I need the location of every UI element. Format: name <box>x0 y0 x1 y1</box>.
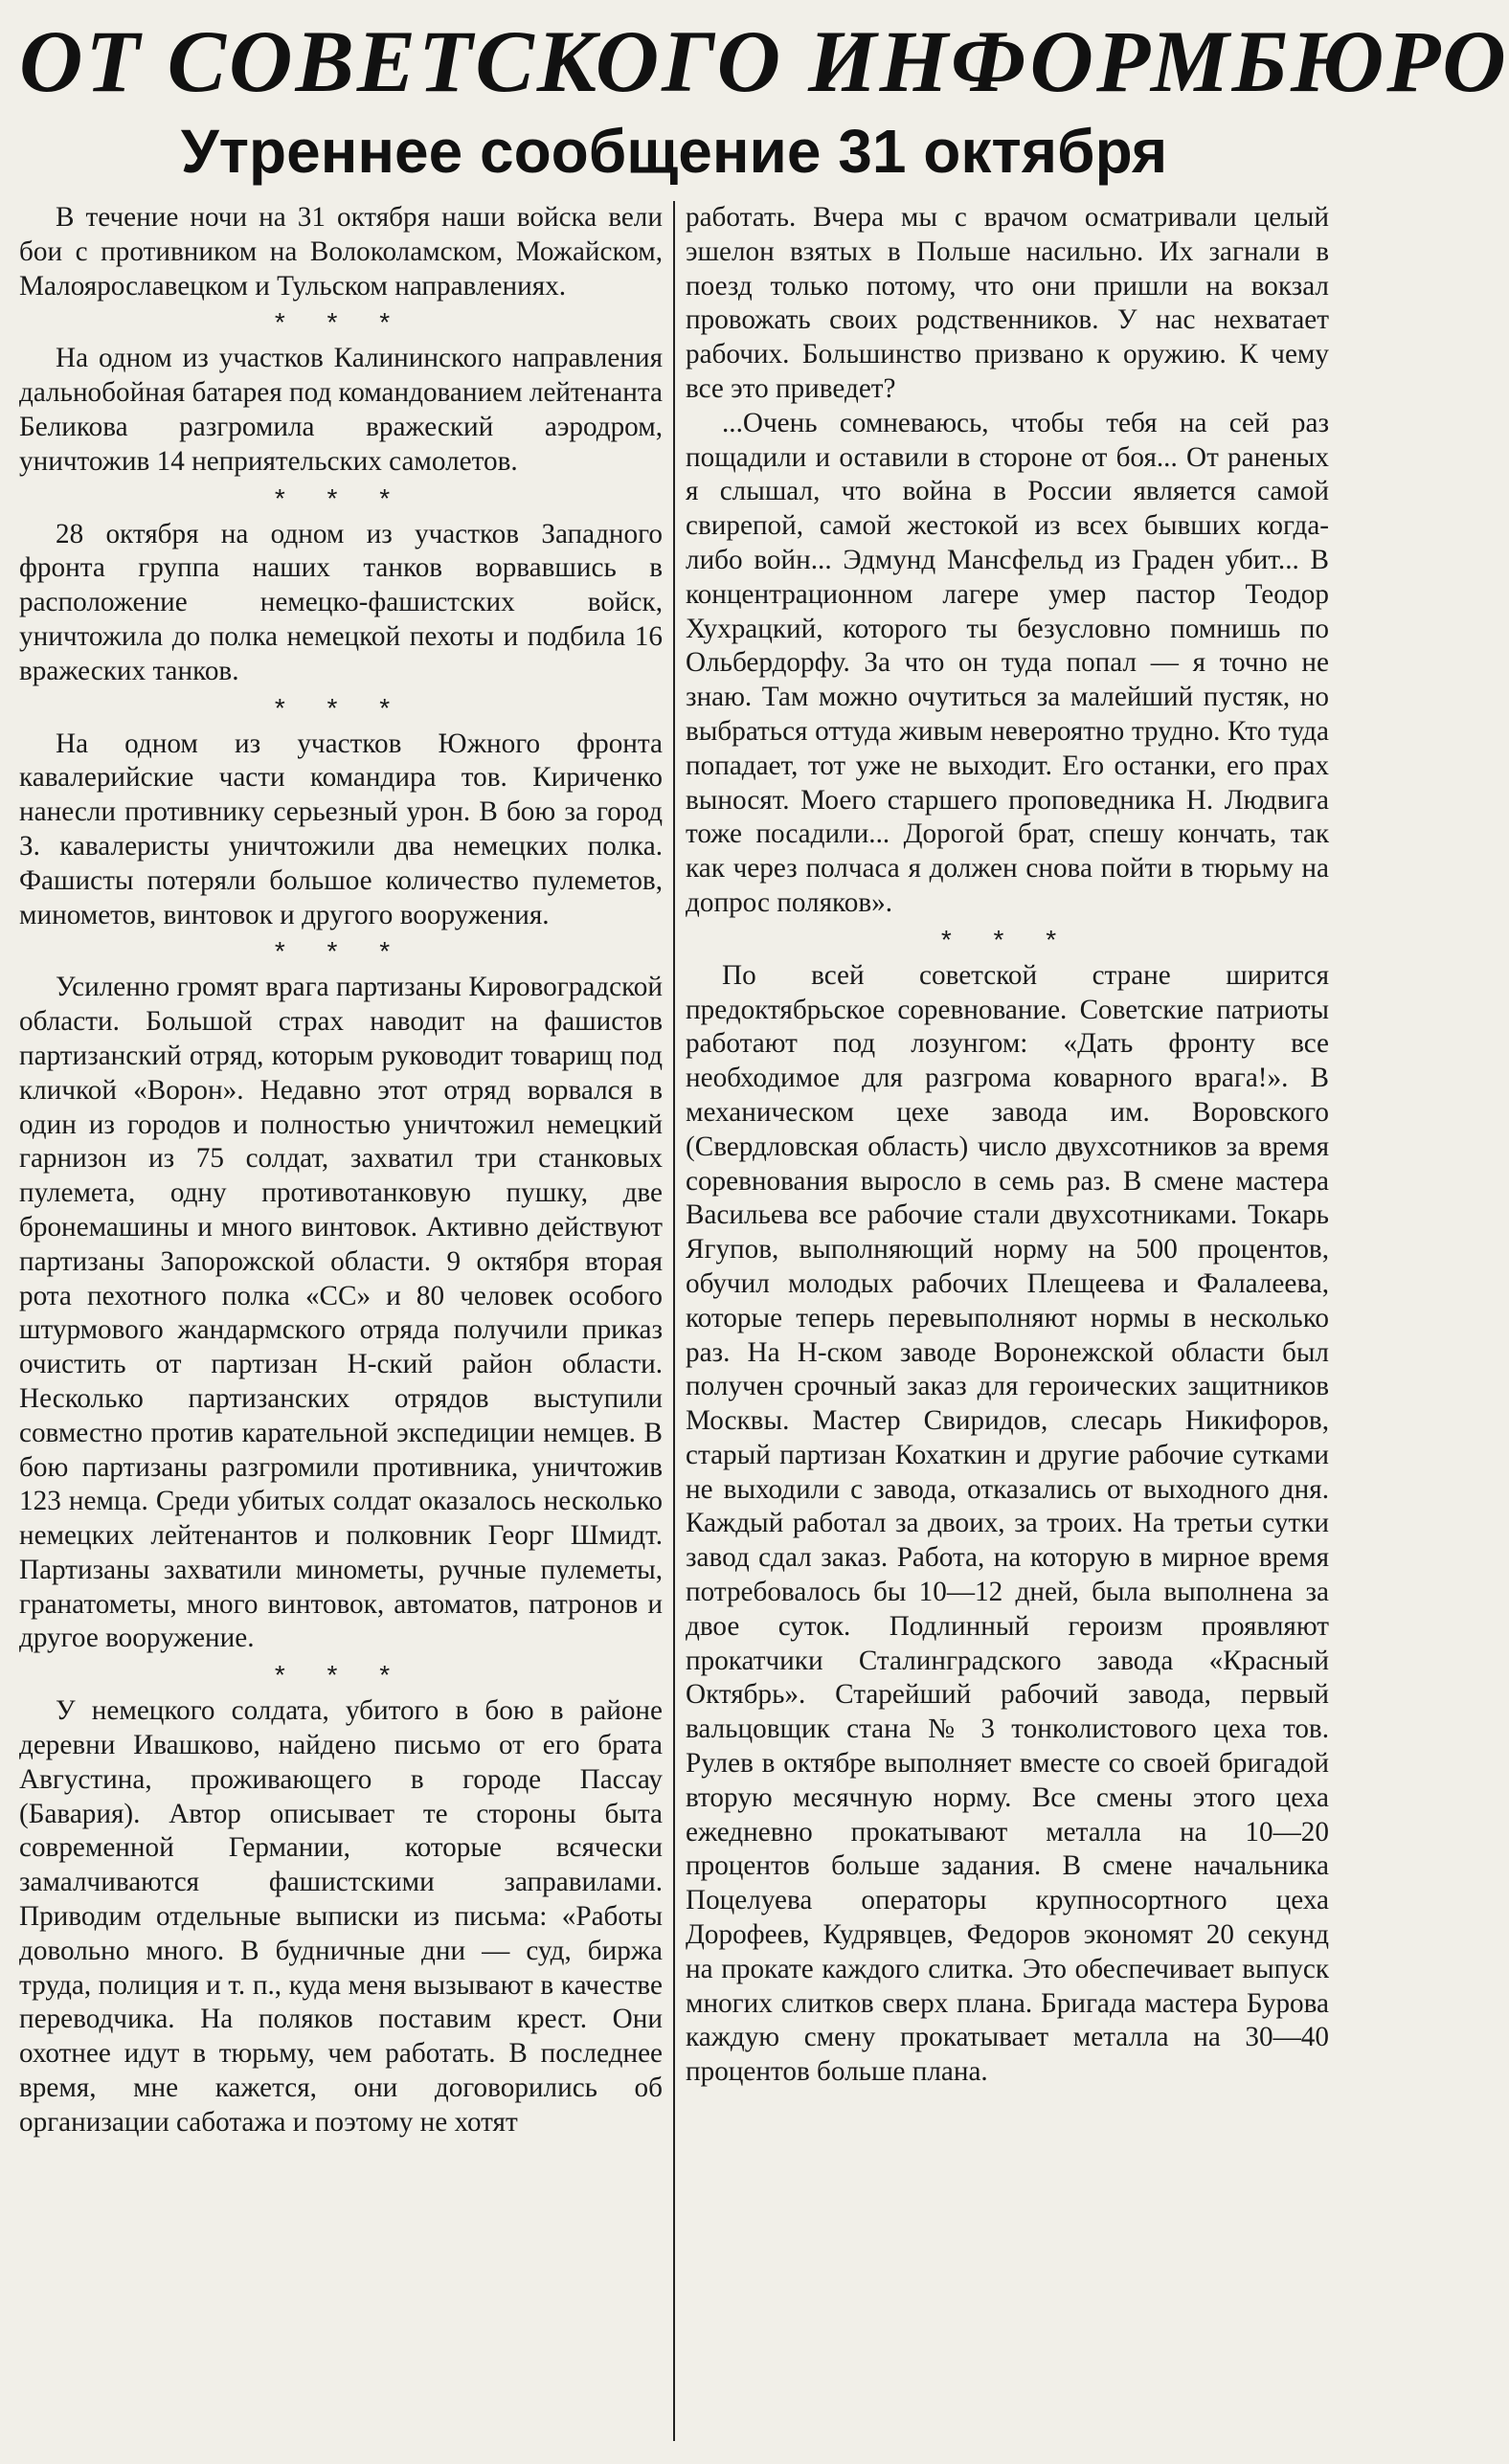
separator-stars: * * * <box>940 924 1074 954</box>
separator-stars: * * * <box>274 936 408 967</box>
separator-stars: * * * <box>274 307 408 338</box>
paragraph-partisans: Усиленно громят врага партизаны Кировоградской области. Большой страх наводит на фашистов партизанский отряд, которым руководит товарищ под кличкой «Ворон». Недавно этот отряд ворвался в один из городов и полностью уничтожил немецкий гарнизон из 75 солдат, захватил три станковых пулемета, одну противотанковую пушку, две бронемашины и много винтовок. Активно действуют партизаны Запорожской области. 9 октября вторая рота пехотного полка «СС» и 80 человек особого штурмового жандармского отряда получили приказ очистить от партизан Н-ский район области. Несколько партизанских отрядов выступили совместно против карательной экспедиции немцев. В бою партизаны разгромили противника, уничтожив 123 немца. Среди убитых солдат оказалось несколько немецких лейтенантов и полковник Георг Шмидт. Партизаны захватили минометы, ручные пулеметы, гранатометы, много винтовок, автоматов, патронов и другое вооружение. <box>19 972 663 1654</box>
separator-stars: * * * <box>274 692 408 723</box>
paragraph-competition: По всей советской стране ширится предоктябрьское соревнование. Советские патриоты работают под лозунгом: «Дать фронту все необходимое для разгрома коварного врага!». В механическом цехе завода им. Воровского (Свердловская область) число двухсотников за время соревнования выросло в семь раз. В смене мастера Васильева все рабочие стали двухсотниками. Токарь Ягупов, выполняющий норму на 500 процентов, обучил молодых рабочих Плещеева и Фалалеева, которые теперь перевыполняют нормы в несколько раз. На Н-ском заводе Воронежской области был получен срочный заказ для героических защитников Москвы. Мастер Свиридов, слесарь Никифоров, старый партизан Кохаткин и другие рабочие сутками не выходили с завода, отказались от выходного дня. Каждый работал за двоих, за троих. На третьи сутки завод сдал заказ. Работа, на которую в мирное время потребовалось бы 10—12 дней, была выполнена за двое суток. Подлинный героизм проявляют прокатчики Сталинградского завода «Красный Октябрь». Старейший рабочий завода, первый вальцовщик стана № 3 тонколистового цеха тов. Рулев в октябре выполняет вместе со своей бригадой вторую месячную норму. Все смены этого цеха ежедневно прокатывают металла на 10—20 процентов больше задания. В смене начальника Поцелуева операторы крупносортного цеха Дорофеев, Кудрявцев, Федоров экономят 20 секунд на прокате каждого слитка. Это обеспечивает выпуск многих слитков сверх плана. Бригада мастера Бурова каждую смену прокатывает металла на 30—40 процентов больше плана. <box>686 959 1329 2088</box>
paragraph-night-fighting: В течение ночи на 31 октября наши войска вели бои с противником на Волоколамском, Можайском, Малоярославецком и Тульском направлениях. <box>19 202 663 302</box>
paragraph-kalinin-battery: На одном из участков Калининского направления дальнобойная батарея под командованием лейтенанта Беликова разгромила вражеский аэродром, уничтожив 14 неприятельских самолетов. <box>19 343 663 477</box>
column-divider <box>673 201 675 2441</box>
report-subtitle: Утреннее сообщение 31 октября <box>180 117 1168 186</box>
separator-stars: * * * <box>274 482 408 513</box>
right-column <box>686 201 1329 2441</box>
paragraph-western-front-tanks: 28 октября на одном из участков Западного фронта группа наших танков ворвавшись в расположение немецко-фашистских войск, уничтожила до полка немецкой пехоты и подбила 16 вражеских танков. <box>19 518 663 686</box>
separator-stars: * * * <box>274 1660 408 1691</box>
left-column <box>19 201 663 2441</box>
paragraph-letter-excerpt: ...Очень сомневаюсь, чтобы тебя на сей раз пощадили и оставили в стороне от боя... От раненых я слышал, что война в России является самой свирепой, самой жестокой из всех бывших когда-либо войн... Эдмунд Мансфельд из Граден убит... В концентрационном лагере умер пастор Теодор Хухрацкий, которого ты безусловно помнишь по Ольбердорфу. За что он туда попал — я точно не знаю. Там можно очутиться за малейший пустяк, но выбраться оттуда живым невероятно трудно. Кто туда попадает, тот уже не выходит. Его останки, его прах выносят. Моего старшего проповедника Н. Людвига тоже посадили... Дорогой брат, спешу кончать, так как через полчаса я должен снова пойти в тюрьму на допрос поляков». <box>686 407 1329 918</box>
paragraph-letter-continued: работать. Вчера мы с врачом осматривали целый эшелон взятых в Польше насильно. Их загнали в поезд только потому, что они пришли на вокзал провожать своих родственников. У нас нехватает рабочих. Большинство призвано к оружию. К чему все это приведет? <box>686 202 1329 404</box>
paragraph-german-letter: У немецкого солдата, убитого в бою в районе деревни Ивашково, найдено письмо от его брата Августина, проживающего в городе Пассау (Бавария). Автор описывает те стороны быта современной Германии, которые всячески замалчиваются фашистскими заправилами. Приводим отдельные выписки из письма: «Работы довольно много. В будничные дни — суд, биржа труда, полиция и т. п., куда меня вызывают в качестве переводчика. На поляков поставим крест. Они охотнее идут в тюрьму, чем работать. В последнее время, мне кажется, они договорились об организации саботажа и поэтому не хотят <box>19 1695 663 2138</box>
paragraph-southern-front-cavalry: На одном из участков Южного фронта кавалерийские части командира тов. Кириченко нанесли противнику серьезный урон. В бою за город З. кавалеристы уничтожили два немецких полка. Фашисты потеряли большое количество пулеметов, минометов, винтовок и другого вооружения. <box>19 728 663 930</box>
masthead-title: ОТ СОВЕТСКОГО ИНФОРМБЮРО <box>19 12 1509 110</box>
article-columns <box>19 201 1329 2441</box>
